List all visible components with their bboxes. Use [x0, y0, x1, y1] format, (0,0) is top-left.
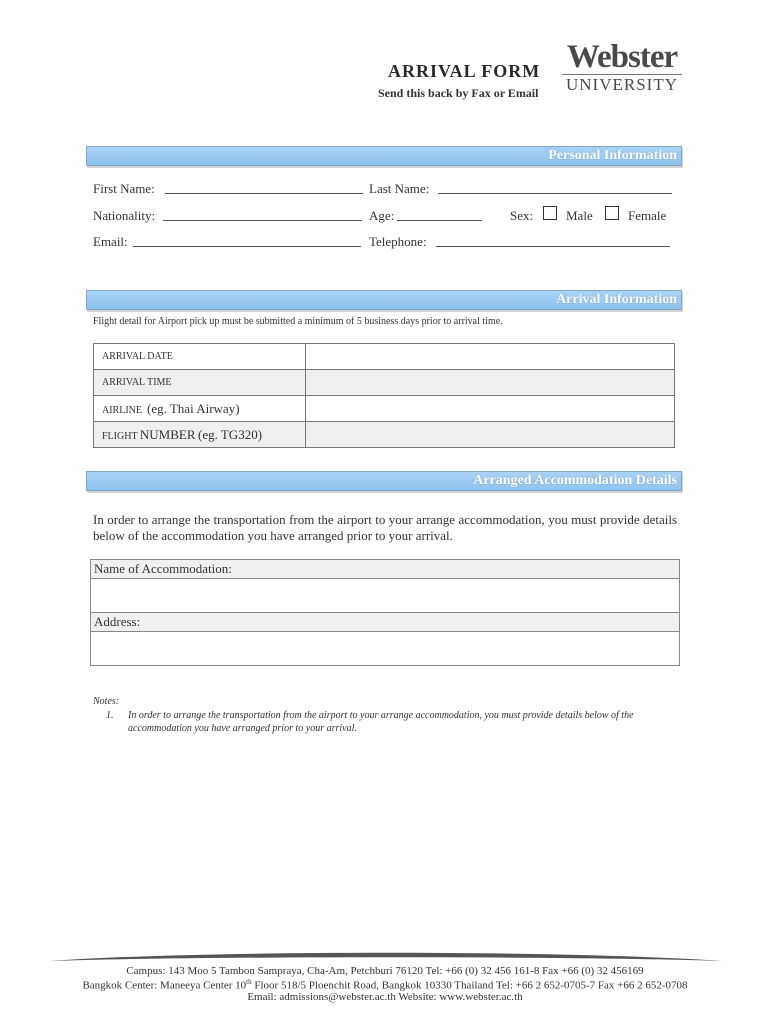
footer-campus: Campus: 143 Moo 5 Tambon Sampraya, Cha-Am, Petchburi 76120 Tel: +66 (0) 32 456 161-8 Fax +66 (0) 32 456169 [126, 965, 644, 977]
accommodation-intro: In order to arrange the transportation from the airport to your arrange accommodation, you must provide details below of the accommodation you have arranged prior to your arrival. [93, 512, 677, 543]
female-checkbox[interactable] [605, 206, 619, 220]
form-title: ARRIVAL FORM [388, 61, 541, 81]
logo-subline: UNIVERSITY [562, 74, 682, 94]
airline-label [94, 396, 306, 422]
first-name-label: First Name: [93, 181, 155, 196]
accommodation-name-input[interactable] [91, 579, 680, 613]
address-input[interactable] [91, 632, 680, 666]
accommodation-name-label: Name of Accommodation: [91, 560, 680, 579]
flight-text: FLIGHT [102, 430, 138, 442]
footer-divider [50, 952, 722, 962]
footer-bangkok-b: Floor 518/5 Ploenchit Road, Bangkok 10330 Thailand Tel: +66 2 652-0705-7 Fax +66 2 652-0708 [251, 979, 688, 992]
arrival-time-input[interactable] [306, 370, 675, 396]
arrival-time-text: ARRIVAL TIME [102, 377, 172, 388]
arrival-date-input[interactable] [306, 344, 675, 370]
webster-logo [556, 40, 688, 94]
accommodation-table [90, 559, 680, 666]
nationality-field[interactable] [163, 220, 362, 221]
table-row [91, 632, 680, 666]
arrival-table [93, 343, 675, 448]
flight-example: (eg. TG320) [198, 426, 263, 442]
form-subtitle: Send this back by Fax or Email [378, 86, 539, 100]
telephone-label: Telephone: [369, 234, 427, 249]
logo-wordmark: Webster [566, 39, 678, 75]
number-text: NUMBER [139, 426, 196, 442]
personal-info-bar [86, 146, 682, 166]
footer-contact: Email: admissions@webster.ac.th Website: www.webster.ac.th [247, 991, 523, 1003]
table-row [94, 422, 675, 448]
male-label: Male [566, 208, 593, 223]
email-label: Email: [93, 234, 128, 249]
arrival-date-text: ARRIVAL DATE [102, 351, 173, 362]
last-name-label: Last Name: [369, 181, 430, 196]
notes-item-text: In order to arrange the transportation from the airport to your arrange accommodation, you must provide details below of the accommodation you have arranged prior to your arrival. [128, 710, 634, 734]
notes-heading: Notes: [93, 696, 120, 707]
arrival-date-label [94, 344, 306, 370]
arrival-time-label [94, 370, 306, 396]
footer-bangkok-a: Bangkok Center: Maneeya Center 10 [82, 979, 247, 992]
table-row [94, 370, 675, 396]
email-field[interactable] [133, 246, 361, 247]
accommodation-bar [86, 471, 682, 491]
age-label: Age: [369, 208, 395, 223]
airline-input[interactable] [306, 396, 675, 422]
first-name-field[interactable] [165, 193, 363, 194]
nationality-label: Nationality: [93, 208, 156, 223]
table-row [94, 344, 675, 370]
arrival-info-title: Arrival Information [556, 292, 677, 307]
table-row [91, 560, 680, 579]
personal-info-title: Personal Information [548, 148, 677, 163]
male-checkbox[interactable] [543, 206, 557, 220]
arrival-info-bar [86, 290, 682, 310]
notes-item-number: 1. [106, 710, 114, 721]
airline-text: AIRLINE [102, 404, 142, 416]
table-row [91, 613, 680, 632]
address-label: Address: [91, 613, 680, 632]
pickup-note: Flight detail for Airport pick up must be submitted a minimum of 5 business days prior to arrival time. [93, 316, 503, 327]
telephone-field[interactable] [436, 246, 670, 247]
age-field[interactable] [397, 220, 482, 221]
last-name-field[interactable] [438, 193, 672, 194]
flight-number-input[interactable] [306, 422, 675, 448]
airline-example: (eg. Thai Airway) [147, 400, 240, 416]
flight-number-label [94, 422, 306, 448]
footer-bangkok [20, 978, 750, 992]
table-row [94, 396, 675, 422]
table-row [91, 579, 680, 613]
female-label: Female [628, 208, 667, 223]
accommodation-title: Arranged Accommodation Details [473, 473, 677, 488]
sex-label: Sex: [510, 208, 534, 223]
footer-bangkok-sup: th [246, 978, 252, 986]
